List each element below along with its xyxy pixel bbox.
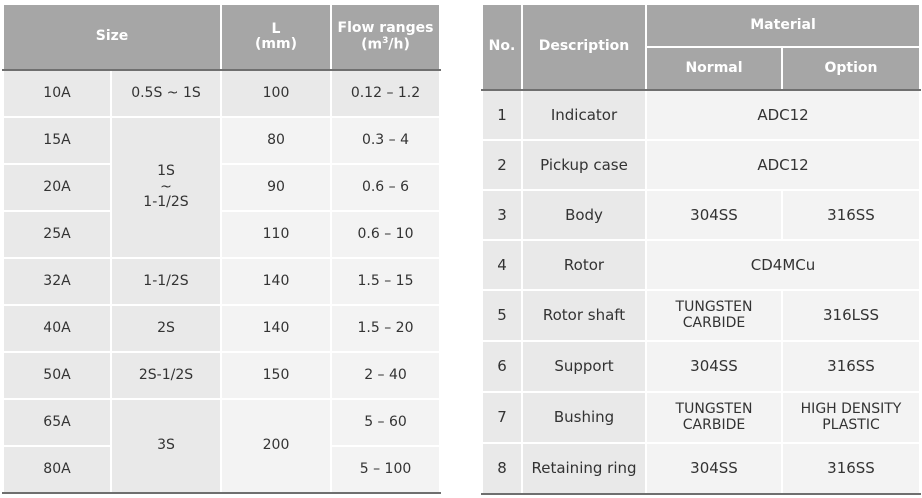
flow-header-line2-sup: 3 xyxy=(382,35,389,46)
description-cell: Body xyxy=(522,190,646,240)
length-cell: 100 xyxy=(221,70,331,117)
flow-cell: 0.6 – 6 xyxy=(331,164,440,211)
size-header-label: Size xyxy=(95,28,129,45)
table-row xyxy=(482,90,920,140)
flow-cell: 0.12 – 1.2 xyxy=(331,70,440,117)
description-cell: Support xyxy=(522,341,646,392)
material-table xyxy=(481,3,921,495)
normal-material-cell: 304SS xyxy=(646,190,782,240)
number-cell: 1 xyxy=(482,90,522,140)
meter-size-line2: ~ xyxy=(160,178,172,195)
length-header-line1: L xyxy=(271,20,281,37)
flow-cell: 5 – 60 xyxy=(331,399,440,446)
option-material-cell: 316SS xyxy=(782,341,920,392)
length-cell: 150 xyxy=(221,352,331,399)
description-cell: Retaining ring xyxy=(522,443,646,494)
flow-cell: 0.6 – 10 xyxy=(331,211,440,258)
length-cell: 80 xyxy=(221,117,331,164)
option-material-cell: 316LSS xyxy=(782,290,920,341)
dn-cell: 25A xyxy=(3,211,111,258)
table-row xyxy=(3,164,440,211)
meter-size-cell: 0.5S ~ 1S xyxy=(111,70,221,117)
number-cell: 4 xyxy=(482,240,522,290)
table-row xyxy=(482,290,920,341)
size-header xyxy=(3,4,221,70)
flow-cell: 5 – 100 xyxy=(331,446,440,493)
length-cell: 140 xyxy=(221,305,331,352)
length-cell: 200 xyxy=(221,399,331,493)
number-header: No. xyxy=(482,4,522,90)
table-row xyxy=(3,305,440,352)
flow-header-line1: Flow ranges xyxy=(337,20,434,37)
description-cell: Bushing xyxy=(522,392,646,443)
dn-cell: 32A xyxy=(3,258,111,305)
description-cell: Rotor shaft xyxy=(522,290,646,341)
normal-material-line1: TUNGSTEN xyxy=(675,299,753,316)
dn-cell: 40A xyxy=(3,305,111,352)
dn-cell: 50A xyxy=(3,352,111,399)
dn-cell: 20A xyxy=(3,164,111,211)
normal-header: Normal xyxy=(646,47,782,90)
length-cell: 90 xyxy=(221,164,331,211)
normal-material-cell: 304SS xyxy=(646,341,782,392)
normal-material-cell xyxy=(646,290,782,341)
option-material-line2: PLASTIC xyxy=(822,416,880,433)
option-material-cell: 316SS xyxy=(782,190,920,240)
normal-material-line2: CARBIDE xyxy=(682,314,746,331)
flow-cell: 1.5 – 15 xyxy=(331,258,440,305)
table-row xyxy=(482,190,920,240)
size-table xyxy=(2,3,441,494)
length-cell: 110 xyxy=(221,211,331,258)
meter-size-cell: 1-1/2S xyxy=(111,258,221,305)
meter-size-cell: 2S-1/2S xyxy=(111,352,221,399)
option-material-cell xyxy=(782,392,920,443)
number-cell: 6 xyxy=(482,341,522,392)
material-cell: ADC12 xyxy=(646,140,920,190)
material-cell: ADC12 xyxy=(646,90,920,140)
meter-size-line1: 1S xyxy=(157,163,175,180)
dn-cell: 65A xyxy=(3,399,111,446)
flow-header-line2-prefix: (m xyxy=(361,36,383,53)
number-cell: 2 xyxy=(482,140,522,190)
description-cell: Rotor xyxy=(522,240,646,290)
table-row xyxy=(482,443,920,494)
table-row xyxy=(3,399,440,446)
material-table-header-row xyxy=(482,4,920,47)
material-header: Material xyxy=(646,4,920,47)
dn-cell: 80A xyxy=(3,446,111,493)
description-cell: Indicator xyxy=(522,90,646,140)
normal-material-cell: 304SS xyxy=(646,443,782,494)
table-row xyxy=(3,258,440,305)
description-cell: Pickup case xyxy=(522,140,646,190)
length-cell: 140 xyxy=(221,258,331,305)
normal-material-cell xyxy=(646,392,782,443)
flow-cell: 1.5 – 20 xyxy=(331,305,440,352)
normal-material-line2: CARBIDE xyxy=(682,416,746,433)
material-cell: CD4MCu xyxy=(646,240,920,290)
meter-size-cell: 2S xyxy=(111,305,221,352)
length-header-line2: (mm) xyxy=(255,36,297,52)
meter-size-cell xyxy=(111,117,221,258)
table-row xyxy=(482,140,920,190)
flow-cell: 0.3 – 4 xyxy=(331,117,440,164)
number-cell: 3 xyxy=(482,190,522,240)
flow-cell: 2 – 40 xyxy=(331,352,440,399)
option-material-cell: 316SS xyxy=(782,443,920,494)
meter-size-line3: 1-1/2S xyxy=(143,194,189,211)
normal-material-line1: TUNGSTEN xyxy=(675,401,753,418)
table-row xyxy=(482,341,920,392)
dn-cell: 15A xyxy=(3,117,111,164)
dn-cell: 10A xyxy=(3,70,111,117)
option-header: Option xyxy=(782,47,920,90)
flow-header-line2-suffix: /h) xyxy=(388,36,410,53)
number-cell: 8 xyxy=(482,443,522,494)
size-table-header-row xyxy=(3,4,440,70)
table-row xyxy=(482,392,920,443)
number-cell: 5 xyxy=(482,290,522,341)
table-row xyxy=(482,240,920,290)
option-material-line1: HIGH DENSITY xyxy=(800,401,902,418)
length-header xyxy=(221,4,331,70)
table-row xyxy=(3,352,440,399)
description-header: Description xyxy=(522,4,646,90)
table-row xyxy=(3,70,440,117)
number-cell: 7 xyxy=(482,392,522,443)
table-row xyxy=(3,211,440,258)
meter-size-cell: 3S xyxy=(111,399,221,493)
table-row xyxy=(3,117,440,164)
flow-header xyxy=(331,4,440,70)
